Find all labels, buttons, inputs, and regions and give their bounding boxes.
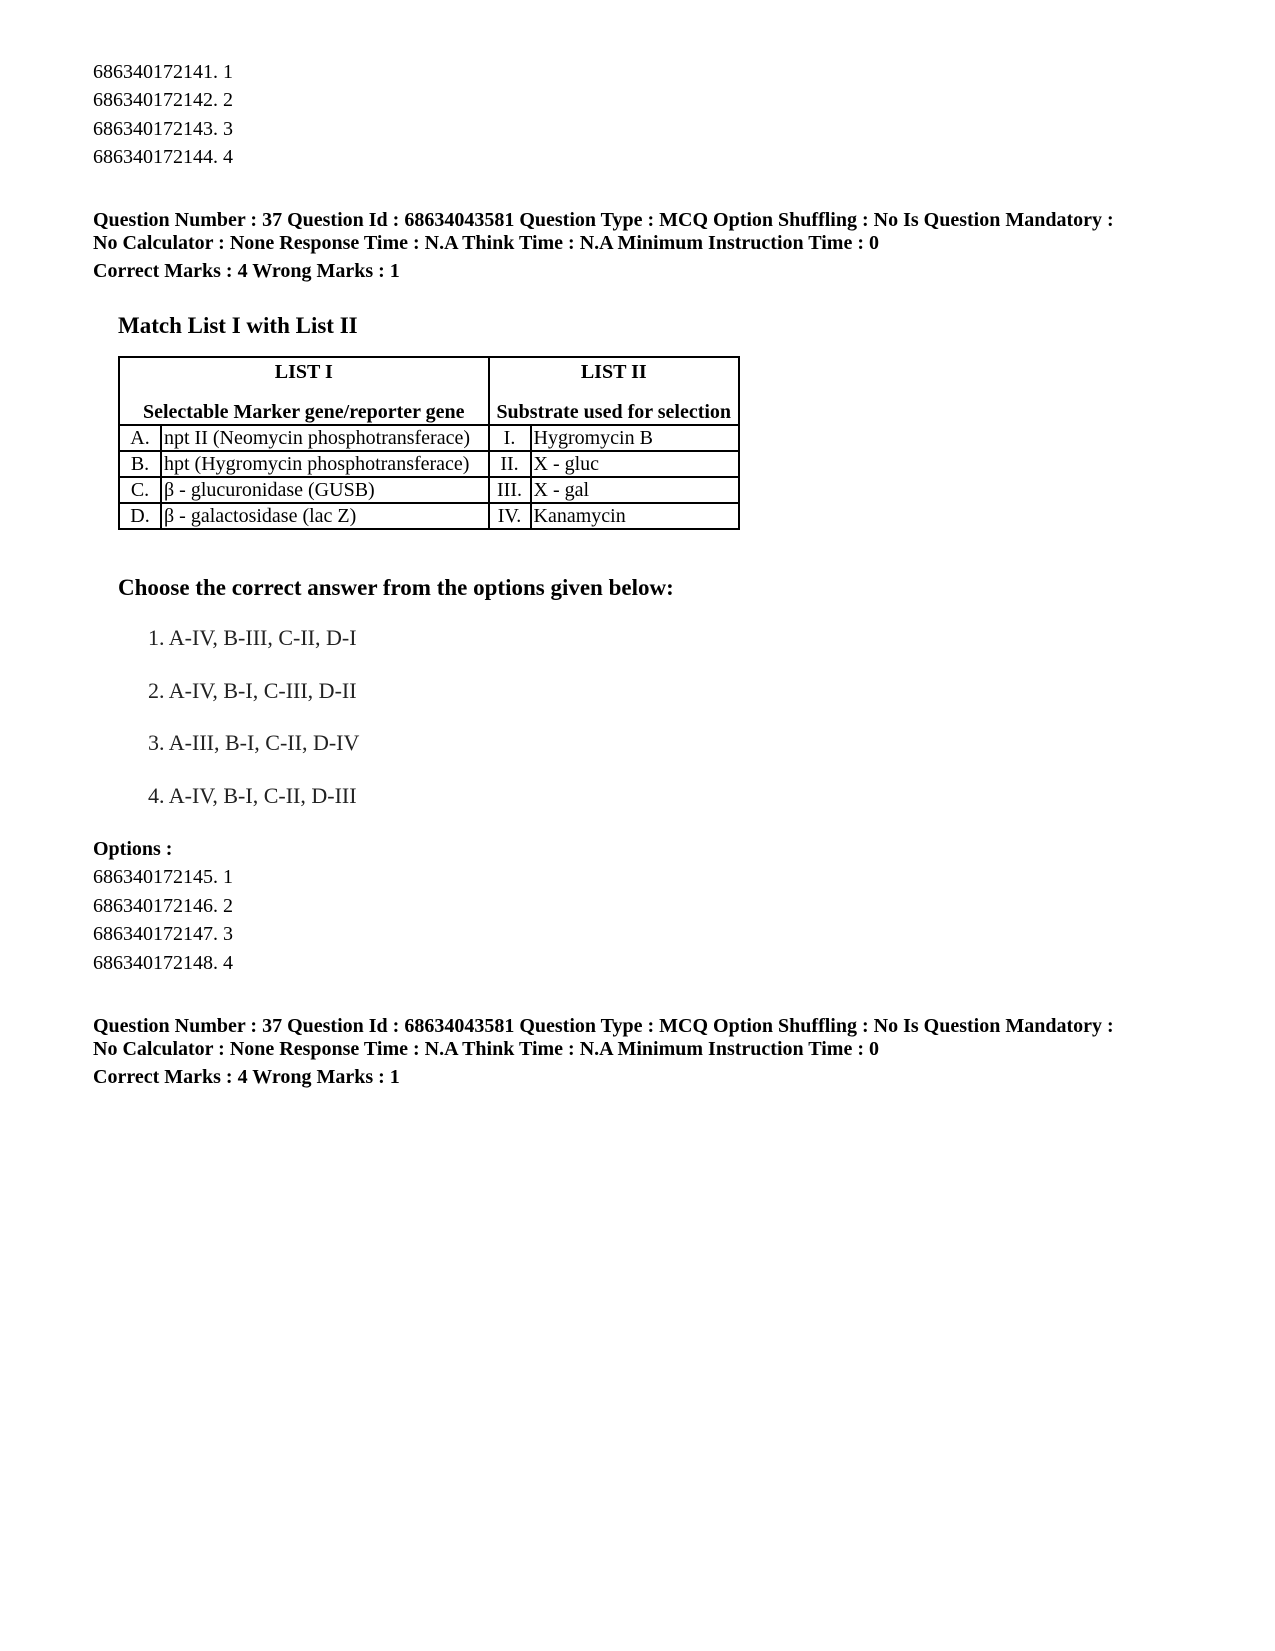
row-item: β - glucuronidase (GUSB) <box>161 477 489 503</box>
option-line: 686340172141. 1 <box>93 61 233 83</box>
list2-title: LIST II <box>580 361 647 383</box>
answer-choice: 3. A-III, B-I, C-II, D-IV <box>148 730 360 755</box>
row-substrate: X - gluc <box>531 451 740 477</box>
row-letter: A. <box>119 425 161 451</box>
option-line: 686340172142. 2 <box>93 89 233 111</box>
row-substrate: X - gal <box>531 477 740 503</box>
table-row <box>119 477 739 503</box>
row-substrate: Kanamycin <box>531 503 740 529</box>
answer-choice: 1. A-IV, B-III, C-II, D-I <box>148 625 357 650</box>
row-roman: II. <box>489 451 531 477</box>
list2-subtitle: Substrate used for selection <box>496 401 732 423</box>
answer-choice: 4. A-IV, B-I, C-II, D-III <box>148 783 357 808</box>
option-line: 686340172148. 4 <box>93 952 233 974</box>
options-label: Options : <box>93 838 173 860</box>
question-marks: Correct Marks : 4 Wrong Marks : 1 <box>93 1066 400 1088</box>
row-item: β - galactosidase (lac Z) <box>161 503 489 529</box>
option-line: 686340172145. 1 <box>93 866 233 888</box>
row-item: hpt (Hygromycin phosphotransferace) <box>161 451 489 477</box>
row-substrate: Hygromycin B <box>531 425 740 451</box>
row-item: npt II (Neomycin phosphotransferace) <box>161 425 489 451</box>
option-line: 686340172147. 3 <box>93 923 233 945</box>
row-roman: I. <box>489 425 531 451</box>
answer-choice: 2. A-IV, B-I, C-III, D-II <box>148 678 357 703</box>
question-header-line1: Question Number : 37 Question Id : 68634043581 Question Type : MCQ Option Shuffling : No Is Question Mandatory : <box>93 1015 1114 1037</box>
question-header-line2: No Calculator : None Response Time : N.A Think Time : N.A Minimum Instruction Time : 0 <box>93 232 879 254</box>
table-row <box>119 451 739 477</box>
match-table <box>118 356 740 530</box>
table-row <box>119 503 739 529</box>
question-header-line1: Question Number : 37 Question Id : 68634043581 Question Type : MCQ Option Shuffling : No Is Question Mandatory : <box>93 209 1114 231</box>
row-letter: B. <box>119 451 161 477</box>
row-letter: D. <box>119 503 161 529</box>
table-row <box>119 425 739 451</box>
choose-instruction: Choose the correct answer from the options given below: <box>118 575 674 600</box>
question-marks: Correct Marks : 4 Wrong Marks : 1 <box>93 260 400 282</box>
question-header-line2: No Calculator : None Response Time : N.A Think Time : N.A Minimum Instruction Time : 0 <box>93 1038 879 1060</box>
list2-header <box>489 357 740 425</box>
row-roman: IV. <box>489 503 531 529</box>
list1-header <box>119 357 489 425</box>
option-line: 686340172146. 2 <box>93 895 233 917</box>
list1-title: LIST I <box>274 361 333 383</box>
row-roman: III. <box>489 477 531 503</box>
question-figure <box>118 312 858 832</box>
list1-subtitle: Selectable Marker gene/reporter gene <box>142 401 465 423</box>
question-title: Match List I with List II <box>118 313 358 338</box>
option-line: 686340172143. 3 <box>93 118 233 140</box>
option-line: 686340172144. 4 <box>93 146 233 168</box>
row-letter: C. <box>119 477 161 503</box>
